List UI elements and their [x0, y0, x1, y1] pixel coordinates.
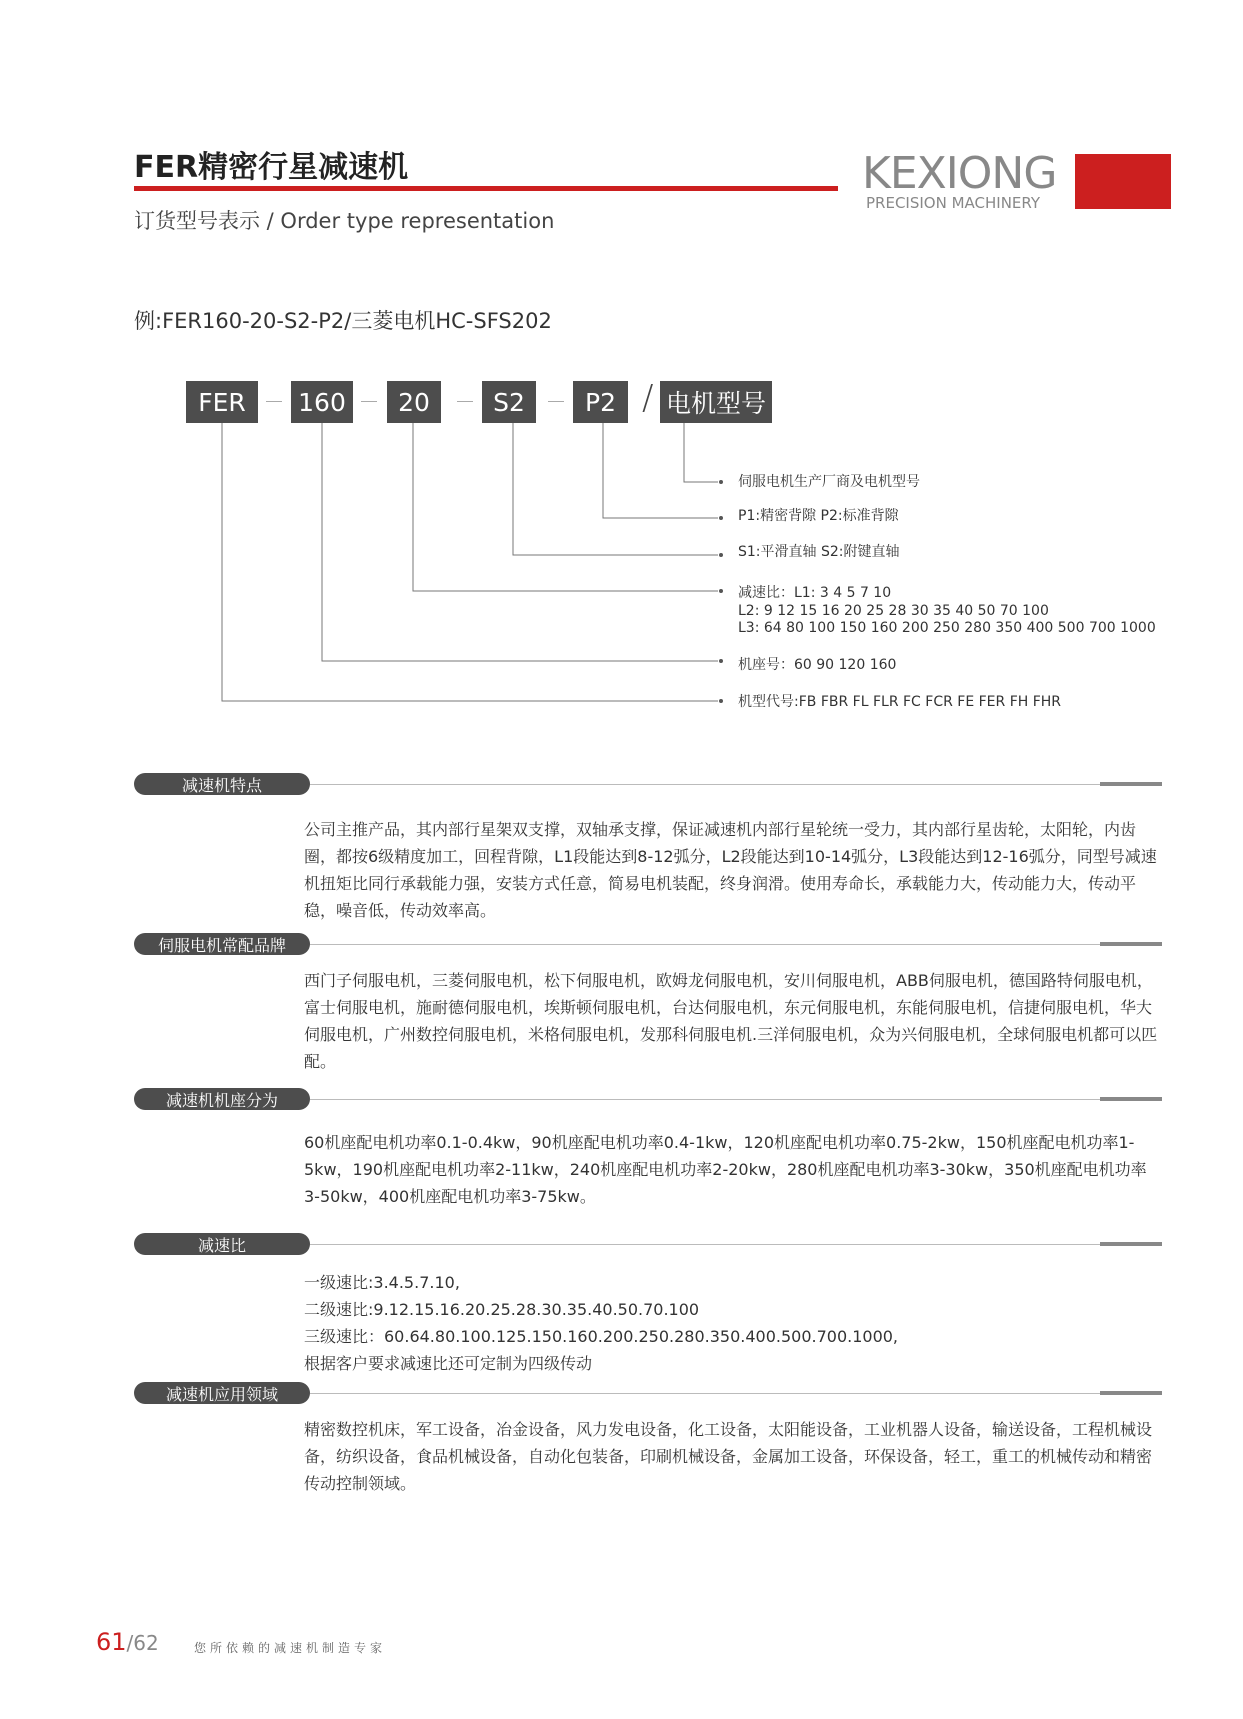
desc-ratio-l1: 减速比：L1: 3 4 5 7 10 [738, 585, 892, 601]
section-body-features: 公司主推产品，其内部行星架双支撑，双轴承支撑，保证减速机内部行星轮统一受力，其内部行星齿轮，太阳轮，内齿圈，都按6级精度加工，回程背隙，L1段能达到8-12弧分，L2段能达到10-14弧分，L3段能达到12-16弧分，同型号减速机扭矩比同行承载能力强，安装方式任意，简易电机装配，终身润滑。使用寿命长，承载能力大，传动能力大，传动平稳，噪音低，传动效率高。 [304, 820, 1157, 920]
section-title-applications: 减速机应用领域 [134, 1382, 310, 1404]
section-rule-accent [1100, 1391, 1162, 1395]
desc-series: 机型代号:FB FBR FL FLR FC FCR FE FER FH FHR [738, 694, 1062, 710]
code-connector-lines [0, 0, 1243, 760]
page-subtitle: 订货型号表示 / Order type representation [134, 209, 555, 233]
code-box-ratio: 20 [387, 381, 441, 423]
desc-shaft: S1:平滑直轴 S2:附键直轴 [738, 544, 900, 560]
footer-slogan: 您所依赖的减速机制造专家 [194, 1641, 387, 1655]
code-box-series: FER [186, 381, 258, 423]
section-rule [310, 1099, 1100, 1100]
section-rule [310, 784, 1100, 785]
ratio-line-4: 根据客户要求减速比还可定制为四级传动 [304, 1354, 593, 1373]
code-box-frame: 160 [291, 381, 353, 423]
ratio-line-3: 三级速比：60.64.80.100.125.150.160.200.250.280.350.400.500.700.1000, [304, 1327, 899, 1346]
page-number: 61/62 [96, 1628, 159, 1656]
desc-motor: 伺服电机生产厂商及电机型号 [738, 474, 920, 490]
desc-ratio-l2: L2: 9 12 15 16 20 25 28 30 35 40 50 70 100 [738, 603, 1049, 619]
order-example: 例:FER160-20-S2-P2/三菱电机HC-SFS202 [134, 309, 552, 333]
brand-logo-text: KEXIONG [862, 148, 1057, 199]
code-box-shaft: S2 [482, 381, 536, 423]
section-title-ratios: 减速比 [134, 1233, 310, 1255]
page-title: FER精密行星减速机 [134, 150, 409, 185]
section-rule [310, 1393, 1100, 1394]
section-rule [310, 944, 1100, 945]
desc-ratio-l3: L3: 64 80 100 150 160 200 250 280 350 400 500 700 1000 [738, 620, 1156, 636]
desc-backlash: P1:精密背隙 P2:标准背隙 [738, 508, 899, 524]
section-body-applications: 精密数控机床，军工设备，冶金设备，风力发电设备，化工设备，太阳能设备，工业机器人设备，输送设备，工程机械设备，纺织设备，食品机械设备，自动化包装备，印刷机械设备，金属加工设备，环保设备，轻工，重工的机械传动和精密传动控制领域。 [304, 1420, 1153, 1493]
section-rule-accent [1100, 1242, 1162, 1246]
section-rule-accent [1100, 782, 1162, 786]
section-rule-accent [1100, 942, 1162, 946]
ratio-line-1: 一级速比:3.4.5.7.10, [304, 1273, 460, 1292]
code-slash: / [642, 378, 654, 418]
section-title-frame-sizes: 减速机机座分为 [134, 1088, 310, 1110]
desc-frame: 机座号：60 90 120 160 [738, 657, 897, 673]
section-rule [310, 1244, 1100, 1245]
brand-tagline: PRECISION MACHINERY [866, 194, 1041, 212]
section-title-features: 减速机特点 [134, 773, 310, 795]
section-rule-accent [1100, 1097, 1162, 1101]
ratio-line-2: 二级速比:9.12.15.16.20.25.28.30.35.40.50.70.100 [304, 1300, 700, 1319]
section-body-motor-brands: 西门子伺服电机，三菱伺服电机，松下伺服电机，欧姆龙伺服电机，安川伺服电机，ABB伺服电机，德国路特伺服电机，富士伺服电机，施耐德伺服电机，埃斯顿伺服电机，台达伺服电机，东元伺服电机，东能伺服电机，信捷伺服电机，华大伺服电机，广州数控伺服电机，米格伺服电机，发那科伺服电机.三洋伺服电机，众为兴伺服电机，全球伺服电机都可以匹配。 [304, 971, 1158, 1071]
code-box-backlash: P2 [573, 381, 628, 423]
code-box-motor: 电机型号 [660, 381, 772, 423]
section-title-motor-brands: 伺服电机常配品牌 [134, 933, 310, 955]
section-body-frame-sizes: 60机座配电机功率0.1-0.4kw，90机座配电机功率0.4-1kw，120机座配电机功率0.75-2kw，150机座配电机功率1-5kw，190机座配电机功率2-11kw，240机座配电机功率2-20kw，280机座配电机功率3-30kw，350机座配电机功率3-50kw，400机座配电机功率3-75kw。 [304, 1133, 1147, 1206]
